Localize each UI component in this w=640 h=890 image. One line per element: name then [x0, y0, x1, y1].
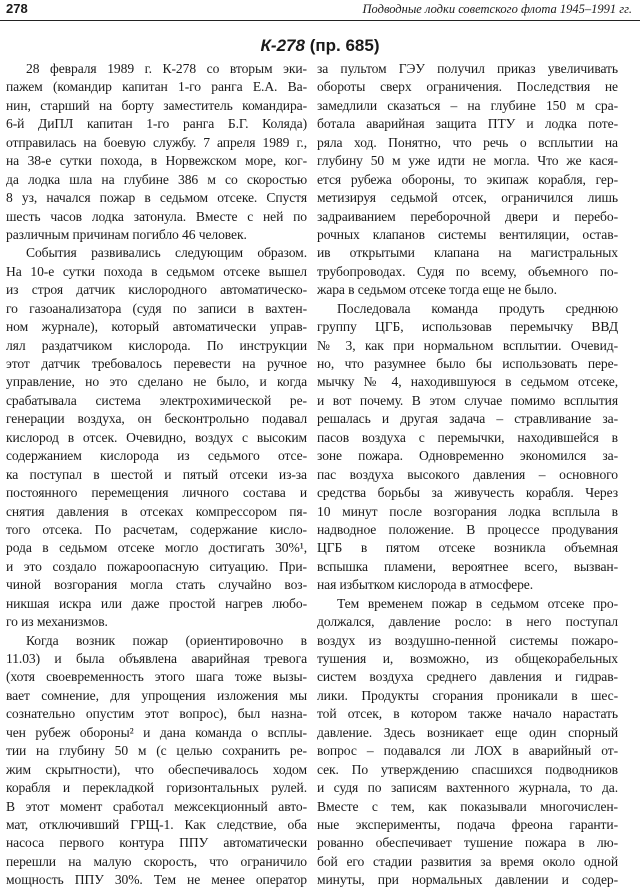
text-line: 28 февраля 1989 г. К-278 со вторым эки-	[26, 61, 307, 76]
text-line: корабля и перекладкой горизонтальных рулей.	[6, 780, 307, 796]
text-line: на 38-е сутки похода, в Норвежском море, ког-	[6, 153, 307, 169]
text-line: 11.03) и была объявлена аварийная тревога	[6, 651, 307, 666]
text-line: перешли на малую скорость, что ограничило	[6, 853, 307, 869]
text-line: ется рубежа обороны, то экипаж корабля, гер-	[317, 171, 618, 187]
text-line: вспышка пламени, вероятнее всего, вызван-	[317, 558, 618, 574]
text-line: Вместе с тем, как показывали многочислен-	[317, 798, 618, 814]
text-line: различным причинам погибло 46 человек.	[6, 226, 247, 242]
text-line: рованно обеспечивает тушение пожара в лю-	[317, 835, 618, 851]
article-title	[0, 36, 640, 56]
text-line: чиной возгорания могла стать случайно воз-	[6, 577, 307, 593]
text-line: того отсека. По расчетам, содержание кисло-	[6, 521, 307, 537]
text-line: вопрос – подавался ли ЛОХ в аварийный от-	[317, 743, 618, 759]
text-line: той отсек, в котором также начало нарастать	[317, 706, 618, 722]
text-line: нин, старший на борту заместитель командира-	[6, 97, 307, 113]
text-line: генерации воздуха, он бесконтрольно подавал	[6, 411, 307, 427]
text-line: решалась и другая задача – стравливание за-	[317, 411, 618, 427]
text-line: зоне пожара. Одновременно экономился за-	[317, 448, 618, 464]
text-line: и судя по записям вахтенного журнала, то да.	[317, 780, 618, 796]
text-line: ив открытыми клапана на магистральных	[317, 245, 618, 261]
text-line: жара в седьмом отсеке тогда еще не было.	[317, 282, 557, 298]
text-line: но, что разумнее было бы использовать пере-	[317, 356, 618, 371]
page-number: 278	[6, 1, 28, 16]
text-line: срабатывала система электрохимической ре-	[6, 392, 307, 408]
text-line: ные эксперименты, подача фреона гаранти-	[317, 816, 618, 832]
project-number: (пр. 685)	[309, 36, 380, 55]
text-line: чен рубеж обороны² и дана команда о всплы-	[6, 724, 307, 740]
text-line: го газоанализатора (судя по записи в вахтен-	[6, 300, 307, 316]
text-line: ботала аварийная защита ПТУ и лодка поте-	[317, 116, 618, 132]
left-column	[6, 60, 307, 890]
text-line: кислород в отсек. Очевидно, воздух с высоким	[6, 429, 307, 445]
text-line: бой его стадии развития за время около одной	[317, 853, 618, 869]
text-line: метизируя седьмой отсек, ограничился лишь	[317, 190, 618, 206]
text-line: 8 уз, начался пожар в седьмом отсеке. Спустя	[6, 190, 307, 206]
text-line: трубопроводах. Судя по всему, объемного по-	[317, 263, 618, 279]
text-line: На 10-е сутки похода в седьмом отсеке вышел	[6, 263, 307, 279]
text-line: шесть часов лодка затонула. Вместе с ней по	[6, 208, 307, 224]
text-line: № 3, как при нормальном всплытии. Очевид-	[317, 337, 618, 353]
text-line: да лодка шла на глубине 386 м со скоростью	[6, 171, 307, 187]
text-line: рода в седьмом отсеке могло достигать 30%¹,	[6, 540, 307, 556]
text-line: группу ЦГБ, использовав перемычку ВВД	[317, 319, 618, 335]
text-line: постоянного перемещения личного состава и	[6, 485, 307, 501]
text-line: сек. По утверждению спасшихся подводников	[317, 761, 618, 777]
text-line: должался, давление росло: в него поступал	[317, 614, 618, 630]
submarine-name: К-278	[260, 36, 305, 55]
page-header	[0, 0, 640, 21]
text-line: пажем (командир капитан 1-го ранга Е.А. Ва-	[6, 79, 307, 95]
text-line: управление, но это сделано не было, и когда	[6, 374, 307, 390]
text-line: тии на глубину 50 м (с целью сохранить ре-	[6, 743, 307, 759]
text-line: 6-й ДиПЛ капитан 1-го ранга Б.Г. Коляда)	[6, 116, 307, 132]
text-line: го из механизмов.	[6, 614, 108, 630]
text-line: (хотя своевременность этого шага тоже вызы-	[6, 669, 307, 685]
text-line: систем воздуха среднего давления и гидрав-	[317, 669, 618, 685]
text-line: В этот момент сработал межсекционный авто-	[6, 798, 307, 814]
text-line: за пультом ГЭУ получил приказ увеличивать	[317, 61, 618, 76]
text-line: задраиванием переборочной двери и перебо-	[317, 208, 618, 224]
text-line: пасов воздуха с перемычки, находившейся в	[317, 429, 618, 445]
text-line: ряла ход. Понятно, что речь о всплытии на	[317, 134, 618, 150]
text-line: давление. Здесь возникает еще один спорный	[317, 724, 618, 740]
text-line: ном журнале), который автоматически управ-	[6, 319, 307, 335]
text-line: и это создало пожароопасную ситуацию. При-	[6, 558, 307, 574]
text-line: События развивались следующим образом.	[26, 245, 307, 261]
text-line: Тем временем пожар в седьмом отсеке про-	[337, 595, 618, 611]
text-line: лики. Продукты сгорания проникали в шес-	[317, 687, 618, 703]
text-line: обороты сверх ограничения. Последствия не	[317, 79, 618, 95]
text-line: и вот почему. В этом случае помимо всплытия	[317, 392, 618, 408]
text-line: Когда возник пожар (ориентировочно в	[26, 632, 307, 648]
text-line: вает сомнение, для упрощения изложения мы	[6, 687, 307, 703]
text-line: глубину 50 м уже идти не могла. Что же кася-	[317, 153, 618, 169]
text-line: минуты, при нормальных давлении и содер-	[317, 872, 618, 888]
text-line: воздух из воздушно-пенной системы пожаро-	[317, 632, 618, 648]
running-title: Подводные лодки советского флота 1945–1991 гг.	[362, 2, 632, 16]
text-line: средства борьбы за живучесть корабля. Через	[317, 485, 618, 501]
text-line: лял раздатчиком кислорода. По инструкции	[6, 337, 307, 353]
text-line: мощность ППУ 30%. Тем не менее оператор	[6, 872, 307, 888]
text-line: мычку № 4, находившуюся в седьмом отсеке,	[317, 374, 618, 390]
text-line: пас воздуха высокого давления – основного	[317, 466, 618, 482]
text-line: сознательно опустим этот вопрос), был назна-	[6, 706, 307, 722]
text-line: Последовала команда продуть среднюю	[337, 300, 618, 316]
text-line: замедлили сказаться – на глубине 150 м сра-	[317, 97, 618, 113]
text-line: мат, отключивший ГРЩ-1. Как следствие, оба	[6, 816, 307, 832]
text-line: ЦГБ в пятом отсеке возникла объемная	[317, 540, 618, 556]
text-line: из строя датчик кислородного автоматическо-	[6, 282, 307, 298]
text-line: жим скрытности), что обеспечивалось ходом	[6, 761, 307, 777]
text-line: тушения и, возможно, из общекорабельных	[317, 651, 618, 666]
text-line: никшая искра или даже простой нагрев любо-	[6, 595, 307, 611]
text-line: отправилась на боевую службу. 7 апреля 1989 г.,	[6, 134, 307, 150]
right-column	[317, 60, 618, 890]
text-line: ная избытком кислорода в атмосфере.	[317, 577, 534, 593]
text-line: надводное положение. В процессе продувания	[317, 521, 618, 537]
text-line: рочных клапанов системы вентиляции, остав-	[317, 226, 618, 242]
text-line: ка поступал в шестой и пятый отсеки из-за	[6, 466, 307, 482]
text-line: 10 минут после возгорания лодка всплыла в	[317, 503, 618, 519]
text-line: этот датчик требовалось перевести на ручное	[6, 356, 307, 371]
text-line: содержанием кислорода из седьмого отсе-	[6, 448, 307, 464]
text-line: насоса первого контура ППУ автоматически	[6, 835, 307, 851]
text-line: снятия давления в отсеках компрессором пя-	[6, 503, 307, 519]
